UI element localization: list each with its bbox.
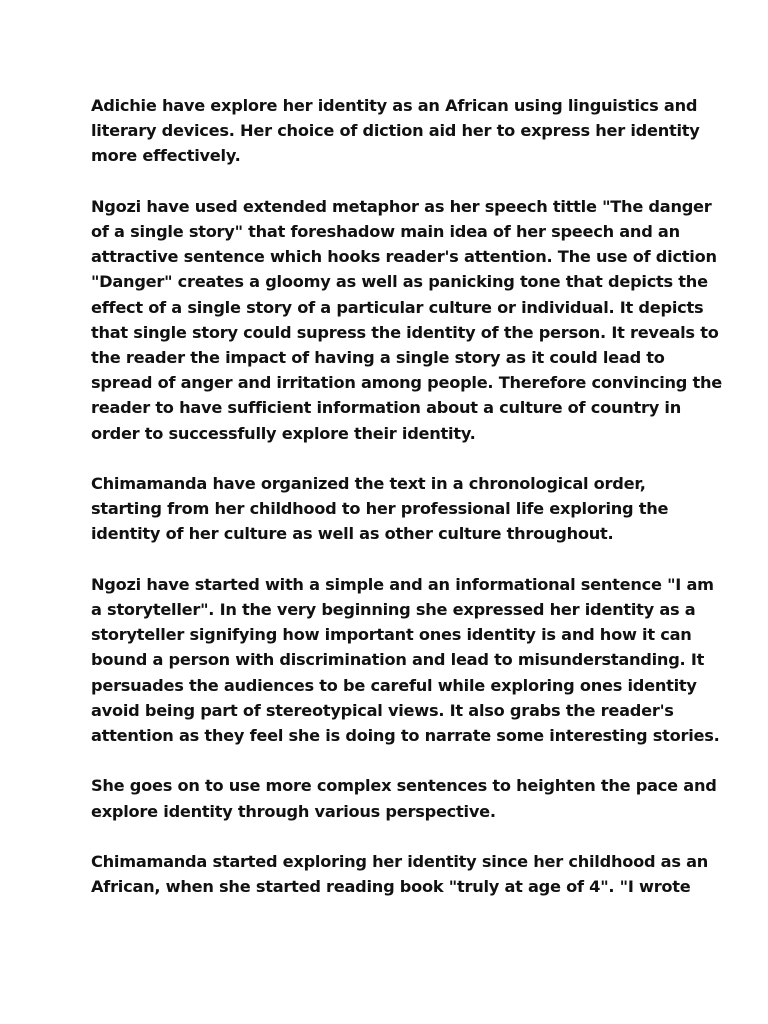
- text-line: attention as they feel she is doing to narrate some interesting stories.: [91, 726, 720, 746]
- text-line: a storyteller". In the very beginning she expressed her identity as a: [91, 600, 696, 620]
- text-line: Chimamanda started exploring her identity since her childhood as an: [91, 852, 709, 872]
- text-line: storyteller signifying how important ones identity is and how it can: [91, 625, 692, 645]
- text-line: She goes on to use more complex sentences to heighten the pace and: [91, 776, 717, 796]
- text-line: Ngozi have used extended metaphor as her speech tittle "The danger: [91, 196, 712, 216]
- text-line: spread of anger and irritation among people. Therefore convincing the: [91, 373, 722, 393]
- text-line: of a single story" that foreshadow main idea of her speech and an: [91, 222, 680, 241]
- text-line: starting from her childhood to her professional life exploring the: [91, 499, 669, 519]
- text-line: African, when she started reading book "truly at age of 4". "I wrote: [91, 877, 691, 897]
- paragraph-6: [91, 849, 709, 899]
- paragraph-3: [91, 471, 691, 547]
- text-line: more effectively.: [91, 146, 241, 166]
- text-line: identity of her culture as well as other culture throughout.: [91, 524, 614, 544]
- document-body: [91, 93, 722, 925]
- text-line: avoid being part of stereotypical views. It also grabs the reader's: [91, 700, 674, 720]
- text-line: effect of a single story of a particular culture or individual. It depicts: [91, 297, 704, 317]
- text-line: attractive sentence which hooks reader's attention. The use of diction: [91, 247, 717, 267]
- text-line: order to successfully explore their identity.: [91, 423, 476, 443]
- text-line: persuades the audiences to be careful while exploring ones identity: [91, 675, 697, 695]
- text-line: Ngozi have started with a simple and an informational sentence "I am: [91, 574, 714, 594]
- paragraph-4: [91, 572, 720, 748]
- paragraph-5: [91, 773, 717, 823]
- text-line: bound a person with discrimination and lead to misunderstanding. It: [91, 650, 705, 670]
- text-line: Adichie have explore her identity as an African using linguistics and: [91, 96, 698, 115]
- text-line: the reader the impact of having a single story as it could lead to: [91, 348, 665, 368]
- text-line: "Danger" creates a gloomy as well as panicking tone that depicts the: [91, 272, 708, 292]
- paragraph-1: [91, 93, 700, 169]
- text-line: Chimamanda have organized the text in a chronological order,: [91, 474, 646, 494]
- text-line: reader to have sufficient information about a culture of country in: [91, 398, 681, 418]
- paragraph-2: [91, 194, 722, 446]
- text-line: literary devices. Her choice of diction aid her to express her identity: [91, 121, 700, 141]
- text-line: explore identity through various perspective.: [91, 801, 496, 821]
- text-line: that single story could supress the identity of the person. It reveals to: [91, 322, 719, 342]
